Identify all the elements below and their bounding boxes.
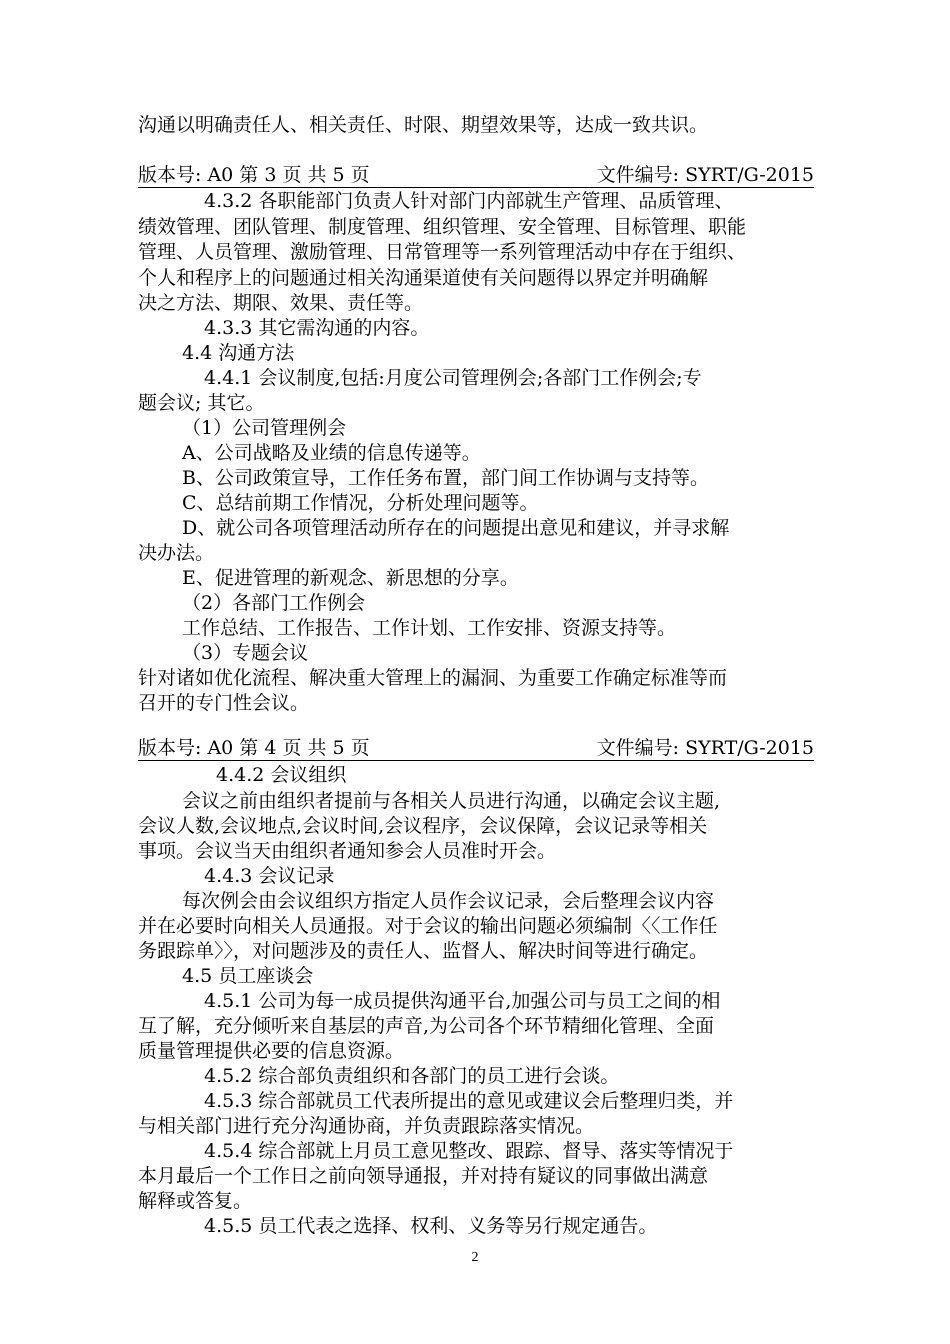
paragraph-line: 质量管理提供必要的信息资源。 bbox=[138, 1040, 405, 1062]
paragraph-line: 4.4.1 会议制度,包括:月度公司管理例会;各部门工作例会;专 bbox=[204, 367, 702, 389]
list-item: D、就公司各项管理活动所存在的问题提出意见和建议，并寻求解 bbox=[182, 517, 730, 539]
list-item: C、总结前期工作情况，分析处理问题等。 bbox=[182, 492, 539, 514]
paragraph-line: 4.5.5 员工代表之选择、权利、义务等另行规定通告。 bbox=[204, 1215, 658, 1237]
subsection-heading: 4.4.3 会议记录 bbox=[204, 865, 335, 887]
subsection-heading: 4.4.2 会议组织 bbox=[216, 764, 347, 786]
paragraph-line: 与相关部门进行充分沟通协商，并负责跟踪落实情况。 bbox=[138, 1115, 595, 1137]
paragraph-line: 事项。会议当天由组织者通知参会人员准时开会。 bbox=[138, 840, 557, 862]
paragraph-line: 解释或答复。 bbox=[138, 1190, 253, 1212]
paragraph-line: 绩效管理、团队管理、制度管理、组织管理、安全管理、目标管理、职能 bbox=[138, 216, 747, 238]
paragraph-line: 召开的专门性会议。 bbox=[138, 692, 310, 714]
paragraph-line: 会议人数,会议地点,会议时间,会议程序，会议保障，会议记录等相关 bbox=[138, 815, 708, 837]
file-number: 文件编号: SYRT/G-2015 bbox=[596, 164, 814, 186]
list-item: A、公司战略及业绩的信息传递等。 bbox=[182, 442, 481, 464]
page-header-p4 bbox=[138, 736, 814, 761]
version-page-info: 版本号: A0 第 4 页 共 5 页 bbox=[138, 737, 370, 759]
section-heading: 4.5 员工座谈会 bbox=[182, 965, 314, 987]
paragraph-line: 会议之前由组织者提前与各相关人员进行沟通，以确定会议主题, bbox=[182, 790, 721, 812]
intro-line: 沟通以明确责任人、相关责任、时限、期望效果等，达成一致共识。 bbox=[138, 114, 709, 136]
subsection-heading: （3）专题会议 bbox=[182, 642, 309, 664]
paragraph-line: 4.5.2 综合部负责组织和各部门的员工进行会谈。 bbox=[204, 1065, 620, 1087]
subsection-heading: （2）各部门工作例会 bbox=[182, 592, 366, 614]
paragraph-line: 管理、人员管理、激励管理、日常管理等一系列管理活动中存在于组织、 bbox=[138, 241, 747, 263]
page-header-p3 bbox=[138, 163, 814, 188]
version-page-info: 版本号: A0 第 3 页 共 5 页 bbox=[138, 164, 370, 186]
paragraph-line: 针对诸如优化流程、解决重大管理上的漏洞、为重要工作确定标准等而 bbox=[138, 667, 728, 689]
subsection-heading: （1）公司管理例会 bbox=[182, 417, 347, 439]
paragraph-line: 互了解，充分倾听来自基层的声音,为公司各个环节精细化管理、全面 bbox=[138, 1015, 715, 1037]
list-item: E、促进管理的新观念、新思想的分享。 bbox=[182, 567, 519, 589]
paragraph-line: 个人和程序上的问题通过相关沟通渠道使有关问题得以界定并明确解 bbox=[138, 267, 709, 289]
paragraph-line: 4.5.4 综合部就上月员工意见整改、跟踪、督导、落实等情况于 bbox=[204, 1140, 734, 1162]
paragraph-line: 每次例会由会议组织方指定人员作会议记录，会后整理会议内容 bbox=[182, 890, 715, 912]
paragraph-line: 4.3.3 其它需沟通的内容。 bbox=[204, 317, 430, 339]
paragraph-line: 4.5.3 综合部就员工代表所提出的意见或建议会后整理归类，并 bbox=[204, 1090, 734, 1112]
file-number: 文件编号: SYRT/G-2015 bbox=[596, 737, 814, 759]
paragraph-line: 工作总结、工作报告、工作计划、工作安排、资源支持等。 bbox=[182, 617, 677, 639]
section-heading: 4.4 沟通方法 bbox=[182, 342, 295, 364]
paragraph-line: 务跟踪单〉〉，对问题涉及的责任人、监督人、解决时间等进行确定。 bbox=[138, 940, 709, 962]
paragraph-line: 决之方法、期限、效果、责任等。 bbox=[138, 292, 424, 314]
page-number: 2 bbox=[471, 1250, 479, 1265]
paragraph-line: 并在必要时向相关人员通报。对于会议的输出问题必须编制〈〈工作任 bbox=[138, 915, 718, 937]
paragraph-line: 题会议; 其它。 bbox=[138, 392, 265, 414]
list-item: B、公司政策宣导，工作任务布置，部门间工作协调与支持等。 bbox=[182, 467, 709, 489]
paragraph-line: 决办法。 bbox=[138, 542, 215, 564]
paragraph-line: 4.3.2 各职能部门负责人针对部门内部就生产管理、品质管理、 bbox=[204, 190, 734, 212]
paragraph-line: 4.5.1 公司为每一成员提供沟通平台,加强公司与员工之间的相 bbox=[204, 990, 721, 1012]
paragraph-line: 本月最后一个工作日之前向领导通报，并对持有疑议的同事做出满意 bbox=[138, 1165, 709, 1187]
